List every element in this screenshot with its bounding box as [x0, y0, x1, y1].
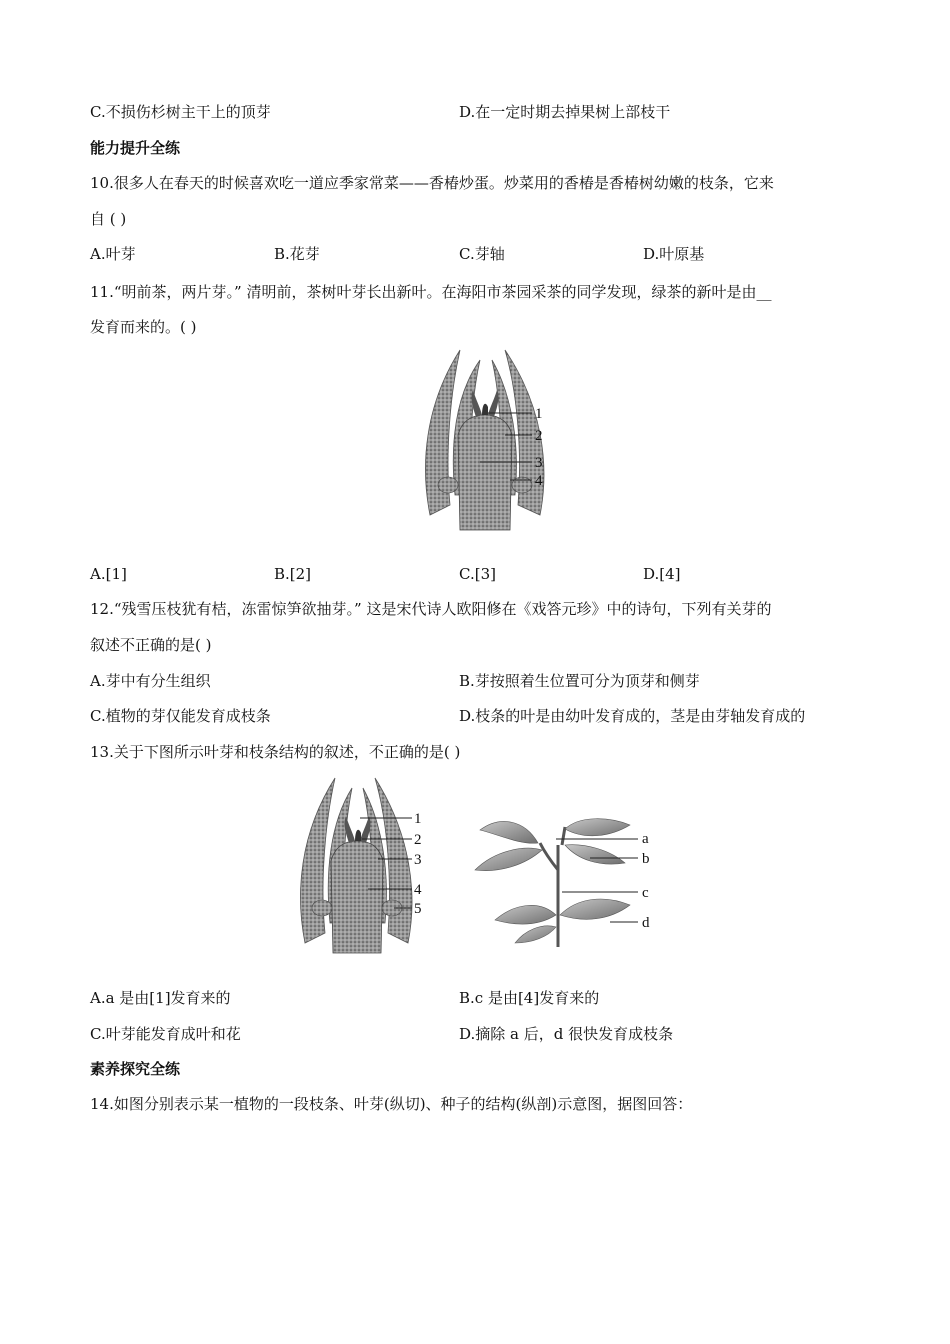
- q11-option-b: B.[2]: [274, 565, 312, 583]
- q13-branch-label-d: d: [642, 915, 650, 931]
- q11-stem-line1: 11.“明前茶，两片芽。” 清明前，茶树叶芽长出新叶。在海阳市茶园采茶的同学发现，绿茶的新叶是由__: [90, 283, 772, 301]
- q11-leaf-bud-figure: [410, 345, 560, 535]
- q12-option-b: B.芽按照着生位置可分为顶芽和侧芽: [459, 672, 700, 690]
- q13-stem: 13.关于下图所示叶芽和枝条结构的叙述，不正确的是( ): [90, 743, 461, 761]
- q13-option-d: D.摘除 a 后，d 很快发育成枝条: [459, 1025, 674, 1043]
- section-heading-literacy: 素养探究全练: [90, 1060, 181, 1078]
- q11-option-a: A.[1]: [90, 565, 127, 583]
- q13-option-b: B.c 是由[4]发育来的: [459, 989, 600, 1007]
- q13-option-a: A.a 是由[1]发育来的: [90, 989, 231, 1007]
- q13-leaf-bud-figure: [290, 773, 430, 958]
- q13-bud-label-5: 5: [414, 901, 422, 917]
- q11-label-3: 3: [535, 455, 543, 471]
- branch-leaves: [475, 819, 630, 943]
- q9-option-c: C.不损伤杉树主干上的顶芽: [90, 103, 271, 121]
- section-heading-ability: 能力提升全练: [90, 139, 181, 157]
- q13-bud-label-3: 3: [414, 852, 422, 868]
- q12-stem-line2: 叙述不正确的是( ): [90, 636, 212, 654]
- q12-option-d: D.枝条的叶是由幼叶发育成的，茎是由芽轴发育成的: [459, 707, 806, 725]
- q10-option-c: C.芽轴: [459, 245, 505, 263]
- q11-label-4: 4: [535, 473, 543, 489]
- q11-stem-line2: 发育而来的。( ): [90, 318, 197, 336]
- q12-option-a: A.芽中有分生组织: [90, 672, 211, 690]
- q13-branch-label-a: a: [642, 831, 649, 847]
- q10-stem-line2: 自 ( ): [90, 210, 127, 228]
- q13-bud-label-1: 1: [414, 811, 422, 827]
- q11-label-1: 1: [535, 406, 543, 422]
- q13-branch-label-b: b: [642, 851, 650, 867]
- q11-option-d: D.[4]: [643, 565, 681, 583]
- q13-bud-label-2: 2: [414, 832, 422, 848]
- q10-stem-line1: 10.很多人在春天的时候喜欢吃一道应季家常菜——香椿炒蛋。炒菜用的香椿是香椿树幼嫩的枝条，它来: [90, 174, 774, 192]
- q10-option-d: D.叶原基: [643, 245, 705, 263]
- q10-option-a: A.叶芽: [90, 245, 136, 263]
- q10-option-b: B.花芽: [274, 245, 320, 263]
- q12-option-c: C.植物的芽仅能发育成枝条: [90, 707, 271, 725]
- q11-label-2: 2: [535, 428, 543, 444]
- q13-branch-figure: [470, 815, 670, 950]
- q13-option-c: C.叶芽能发育成叶和花: [90, 1025, 241, 1043]
- q13-bud-label-4: 4: [414, 882, 422, 898]
- q11-option-c: C.[3]: [459, 565, 496, 583]
- q12-stem-line1: 12.“残雪压枝犹有桔，冻雷惊笋欲抽芽。” 这是宋代诗人欧阳修在《戏答元珍》中的诗句，下列有关芽的: [90, 600, 772, 618]
- q9-option-d: D.在一定时期去掉果树上部枝干: [459, 103, 671, 121]
- q13-branch-label-c: c: [642, 885, 649, 901]
- q14-stem: 14.如图分别表示某一植物的一段枝条、叶芽(纵切)、种子的结构(纵剖)示意图，据图回答：: [90, 1095, 693, 1113]
